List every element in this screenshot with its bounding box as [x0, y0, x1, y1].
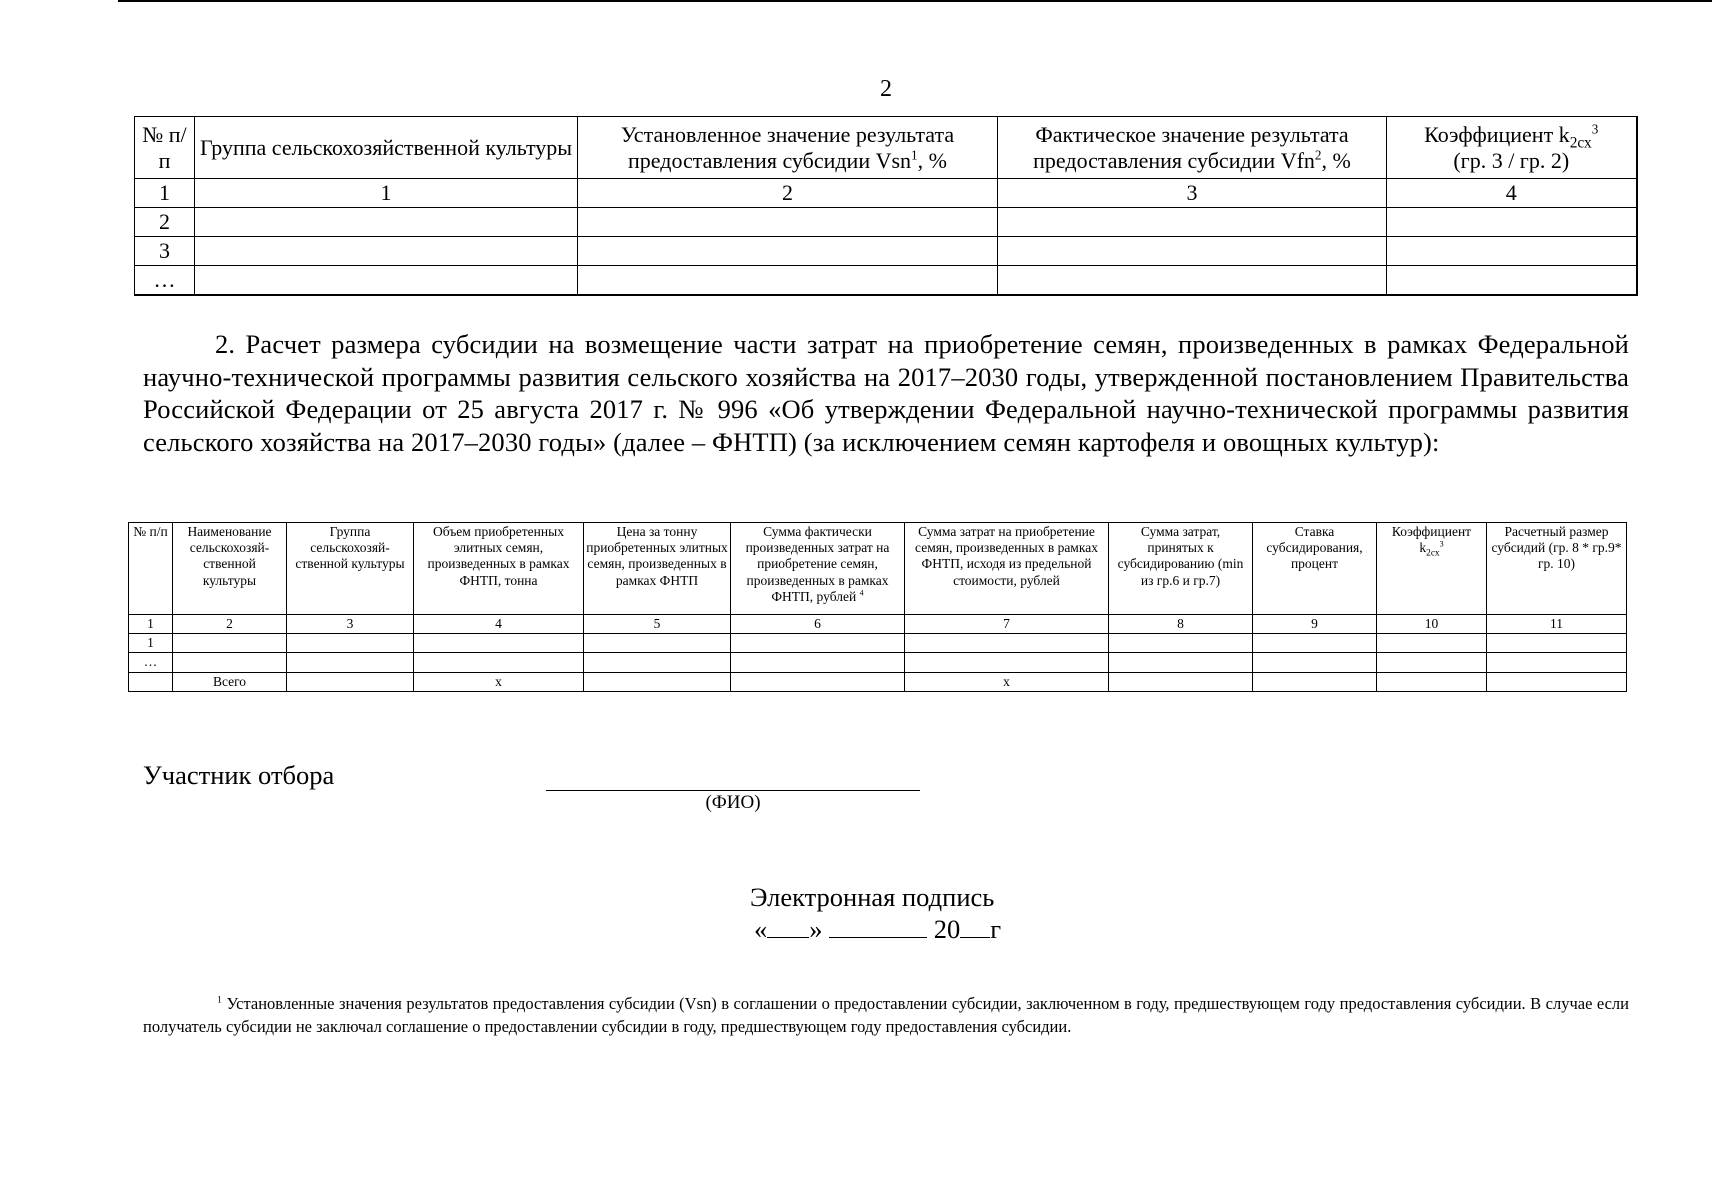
table-cell: 2 — [135, 208, 195, 237]
footnote-text: Установленные значения результатов предоставления субсидии (Vsn) в соглашении о предоставлении субсидии, заключенном в году, предшествующем году предоставления субсидии. В случае если получатель субсидии не заключал соглашение о предоставлении субсидии в году, предшествующем году предоставления субсидии. — [143, 994, 1629, 1036]
header-actual: Фактическое значение результата предоставления субсидии Vfn$^2$, % — [998, 117, 1387, 179]
table-cell[interactable] — [1487, 634, 1627, 653]
table-cell[interactable] — [1253, 634, 1377, 653]
table-cell[interactable] — [195, 208, 578, 237]
table-cell: … — [135, 266, 195, 295]
table-cell[interactable] — [287, 634, 414, 653]
table-row — [135, 266, 1637, 295]
page-number: 2 — [880, 76, 892, 102]
table-cell: 1 — [195, 179, 578, 208]
table-cell[interactable] — [287, 672, 414, 691]
table-cell[interactable] — [1487, 672, 1627, 691]
table-total-row — [129, 672, 1627, 691]
date-year-blank[interactable] — [960, 915, 990, 938]
table-row — [129, 615, 1627, 634]
table-cell: 8 — [1109, 615, 1253, 634]
header-actual-costs: Сумма фактически произведенных затрат на приобретение семян, произведенных в рамках ФНТП, рублей $^4$ — [731, 523, 905, 615]
table-cell[interactable] — [1109, 634, 1253, 653]
table-row — [135, 179, 1637, 208]
table-cell: 2 — [578, 179, 998, 208]
header-subsidy-size: Расчетный размер субсидий (гр. 8 * гр.9* гр. 10) — [1487, 523, 1627, 615]
electronic-signature-label: Электронная подпись — [750, 882, 995, 912]
table-cell: 2 — [173, 615, 287, 634]
table-cell[interactable] — [195, 237, 578, 266]
table-cell[interactable] — [1377, 653, 1487, 672]
table-cell[interactable] — [287, 653, 414, 672]
table-cell: 7 — [905, 615, 1109, 634]
table-cell[interactable] — [905, 634, 1109, 653]
header-coefficient: Коэффициент $k_{2сх}^3$ — [1377, 523, 1487, 615]
date-day-blank[interactable] — [767, 915, 809, 938]
header-coefficient: Коэффициент $k_{2сх}^3$ (гр. 3 / гр. 2) — [1387, 117, 1637, 179]
table-cell[interactable] — [173, 653, 287, 672]
table-cell: 10 — [1377, 615, 1487, 634]
date-open-quote: « — [754, 914, 768, 944]
table-row — [129, 653, 1627, 672]
date-close-quote: » — [809, 914, 823, 944]
header-established: Установленное значение результата предоставления субсидии Vsn$^1$, % — [578, 117, 998, 179]
table-header-row — [129, 523, 1627, 615]
table-cell[interactable] — [584, 672, 731, 691]
table-cell[interactable] — [998, 266, 1387, 295]
table-cell: 6 — [731, 615, 905, 634]
table-cell: x — [905, 672, 1109, 691]
header-volume: Объем приобретенных элитных семян, произведенных в рамках ФНТП, тонна — [414, 523, 584, 615]
table-cell: 1 — [135, 179, 195, 208]
table-cell[interactable] — [731, 634, 905, 653]
participant-label: Участник отбора — [143, 760, 335, 790]
table-cell[interactable] — [998, 208, 1387, 237]
table-cell — [129, 672, 173, 691]
table-cell[interactable] — [578, 266, 998, 295]
footnote-marker: 1 — [217, 994, 222, 1006]
table-header-row — [135, 117, 1637, 179]
table-cell[interactable] — [1377, 634, 1487, 653]
table-row — [135, 237, 1637, 266]
fio-signature-line[interactable] — [546, 790, 920, 791]
table-cell[interactable] — [414, 653, 584, 672]
header-no: № п/п — [129, 523, 173, 615]
date-year-suffix: г — [990, 914, 1002, 944]
table-cell[interactable] — [578, 208, 998, 237]
table-cell: … — [129, 653, 173, 672]
table-cell[interactable] — [1487, 653, 1627, 672]
table-cell[interactable] — [1387, 208, 1637, 237]
header-crop-name: Наименование сельскохозяй-ственной культуры — [173, 523, 287, 615]
header-limit-costs: Сумма затрат на приобретение семян, произведенных в рамках ФНТП, исходя из предельной стоимости, рублей — [905, 523, 1109, 615]
section-2-paragraph: 2. Расчет размера субсидии на возмещение части затрат на приобретение семян, произведенных в рамках Федеральной научно-технической программы развития сельского хозяйства на 2017–2030 годы, утвержденной постановлением Правительства Российской Федерации от 25 августа 2017 г. № 996 «Об утверждении Федеральной научно-технической программы развития сельского хозяйства на 2017–2030 годы» (далее – ФНТП) (за исключением семян картофеля и овощных культур): — [143, 329, 1629, 457]
footnote-1 — [143, 993, 1629, 1038]
subsidy-calculation-table — [128, 522, 1627, 692]
table-cell[interactable] — [578, 237, 998, 266]
header-accepted-costs: Сумма затрат, принятых к субсидированию (min из гр.6 и гр.7) — [1109, 523, 1253, 615]
table-cell: 4 — [1387, 179, 1637, 208]
table-cell: 3 — [998, 179, 1387, 208]
table-cell[interactable] — [584, 653, 731, 672]
table-cell: x — [414, 672, 584, 691]
table-cell: 11 — [1487, 615, 1627, 634]
table-cell[interactable] — [1253, 672, 1377, 691]
table-cell[interactable] — [1109, 672, 1253, 691]
date-month-blank[interactable] — [829, 915, 927, 938]
table-cell[interactable] — [173, 634, 287, 653]
fio-caption: (ФИО) — [705, 792, 761, 813]
table-row — [135, 208, 1637, 237]
table-cell[interactable] — [414, 634, 584, 653]
table-cell: 1 — [129, 634, 173, 653]
table-cell[interactable] — [731, 653, 905, 672]
total-label: Всего — [173, 672, 287, 691]
signature-date — [754, 914, 1001, 945]
table-cell: 4 — [414, 615, 584, 634]
table-row — [129, 634, 1627, 653]
table-cell[interactable] — [905, 653, 1109, 672]
table-cell: 3 — [287, 615, 414, 634]
date-year-prefix: 20 — [933, 914, 961, 944]
table-cell[interactable] — [1377, 672, 1487, 691]
header-crop-group: Группа сельскохозяй-ственной культуры — [287, 523, 414, 615]
table-cell[interactable] — [1387, 237, 1637, 266]
header-rate: Ставка субсидирования, процент — [1253, 523, 1377, 615]
table-cell[interactable] — [1387, 266, 1637, 295]
table-cell[interactable] — [1109, 653, 1253, 672]
table-cell[interactable] — [1253, 653, 1377, 672]
table-cell: 9 — [1253, 615, 1377, 634]
header-no: № п/п — [135, 117, 195, 179]
table-cell[interactable] — [731, 672, 905, 691]
coefficient-table — [134, 116, 1638, 296]
header-price: Цена за тонну приобретенных элитных семян, произведенных в рамках ФНТП — [584, 523, 731, 615]
scan-top-border — [118, 0, 1712, 2]
table-cell[interactable] — [998, 237, 1387, 266]
table-cell[interactable] — [195, 266, 578, 295]
table-cell: 1 — [129, 615, 173, 634]
header-group: Группа сельскохозяйственной культуры — [195, 117, 578, 179]
table-cell: 5 — [584, 615, 731, 634]
table-cell[interactable] — [584, 634, 731, 653]
table-cell: 3 — [135, 237, 195, 266]
